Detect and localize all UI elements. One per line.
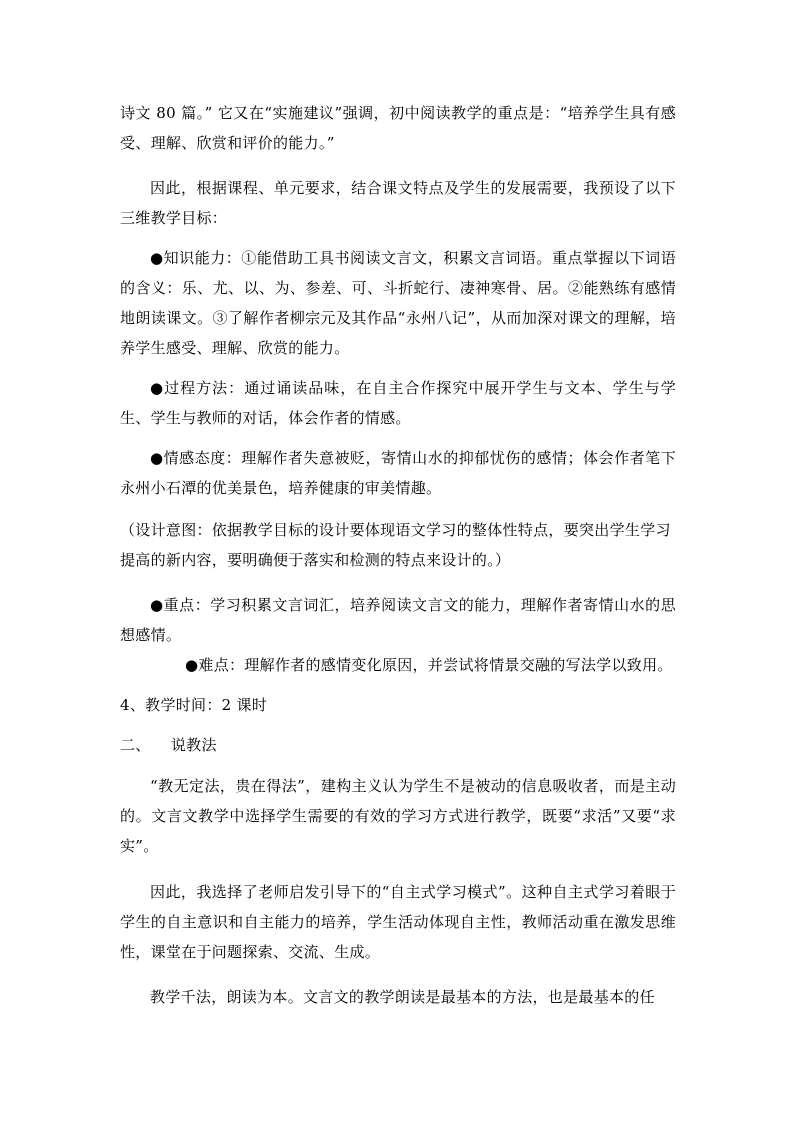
paragraph-objective-emotion: ●情感态度：理解作者失意被贬，寄情山水的抑郁忧伤的感情；体会作者笔下永州小石潭的优美景色，培养健康的审美情趣。	[120, 449, 676, 497]
paragraph-curriculum-standard: 诗文 80 篇。” 它又在“实施建议”强调，初中阅读教学的重点是：“培养学生具有感受、理解、欣赏和评价的能力。”	[120, 104, 676, 152]
section-heading-teaching-method: 二、 说教法	[120, 736, 217, 754]
paragraph-difficulty: ●难点：理解作者的感情变化原因，并尝试将情景交融的写法学以致用。	[185, 656, 673, 674]
paragraph-objective-knowledge: ●知识能力：①能借助工具书阅读文言文，积累文言词语。重点掌握以下词语的含义：乐、尤、以、为、参差、可、斗折蛇行、凄神寒骨、居。②能熟练有感情地朗读课文。③了解作者柳宗元及其作品“永州八记”，从而加深对课文的理解，培养学生感受、理解、欣赏的能力。	[120, 249, 676, 357]
paragraph-objectives-intro: 因此，根据课程、单元要求，结合课文特点及学生的发展需要，我预设了以下三维教学目标：	[120, 179, 676, 227]
paragraph-teaching-method-intro: “教无定法，贵在得法”，建构主义认为学生不是被动的信息吸收者，而是主动的。文言文教学中选择学生需要的有效的学习方式进行教学，既要“求活”又要“求实”。	[120, 777, 676, 855]
paragraph-self-learning-mode: 因此，我选择了老师启发引导下的“自主式学习模式”。这种自主式学习着眼于学生的自主意识和自主能力的培养，学生活动体现自主性，教师活动重在激发思维性，课堂在于问题探索、交流、生成。	[120, 883, 676, 961]
paragraph-key-point: ●重点：学习积累文言词汇，培养阅读文言文的能力，理解作者寄情山水的思想感情。	[120, 596, 676, 644]
paragraph-teaching-time: 4、教学时间：2 课时	[120, 696, 268, 714]
paragraph-design-intent: （设计意图：依据教学目标的设计要体现语文学习的整体性特点，要突出学生学习提高的新内容，要明确便于落实和检测的特点来设计的。）	[120, 521, 671, 569]
paragraph-reading-aloud: 教学千法，朗读为本。文言文的教学朗读是最基本的方法，也是最基本的任	[150, 988, 655, 1006]
paragraph-objective-process: ●过程方法：通过诵读品味，在自主合作探究中展开学生与文本、学生与学生、学生与教师的对话，体会作者的情感。	[120, 379, 676, 427]
